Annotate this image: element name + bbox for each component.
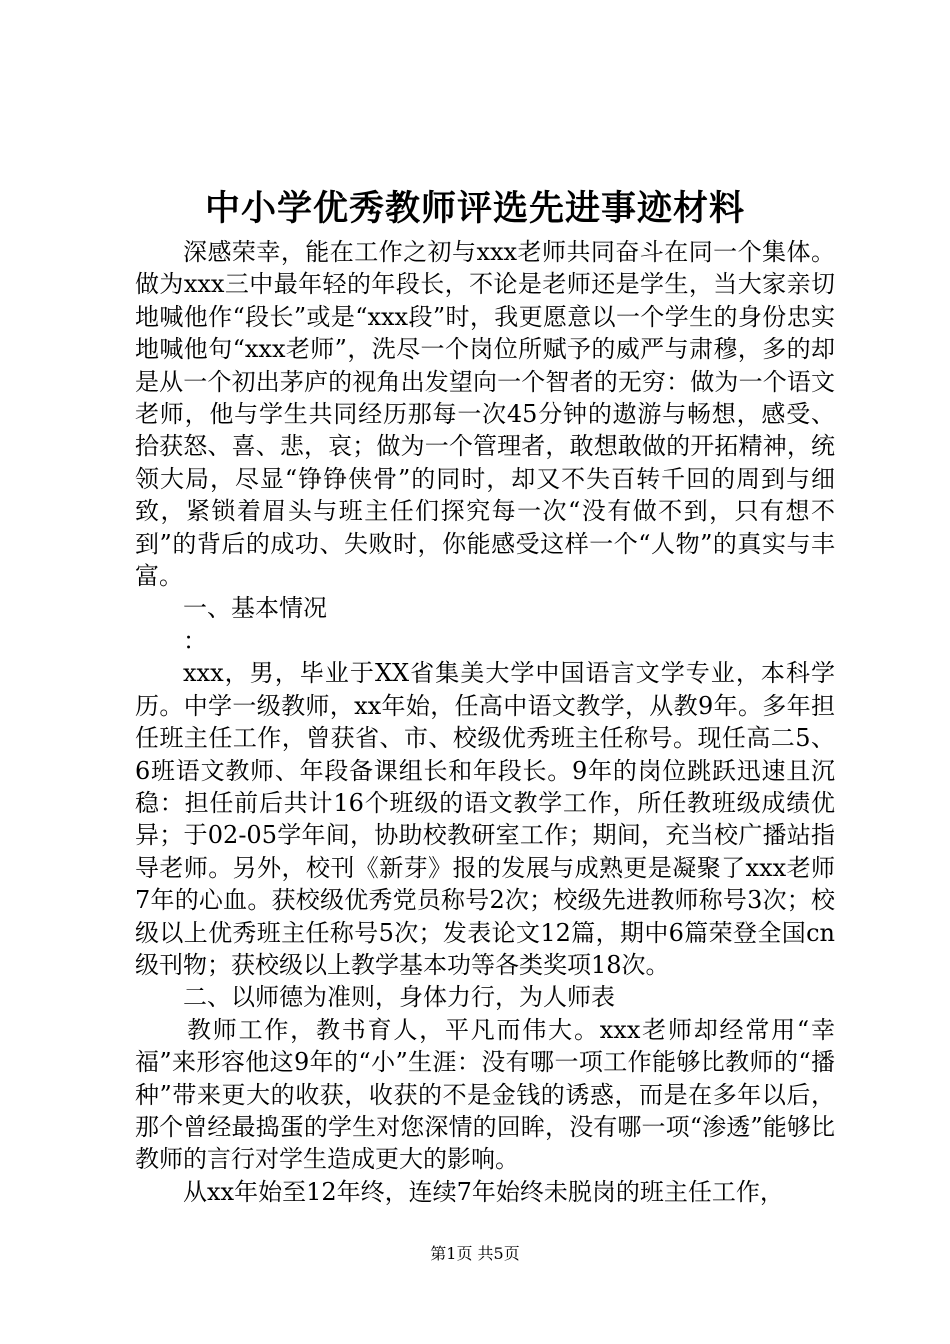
intro-paragraph: 深感荣幸，能在工作之初与xxx老师共同奋斗在同一个集体。做为xxx三中最年轻的年段长，不论是老师还是学生，当大家亲切地喊他作“段长”或是“xxx段”时，我更愿意以一个学生的身份忠实地喊他句“xxx老师”，洗尽一个岗位所赋予的威严与肃穆，多的却是从一个初出茅庐的视角出发望向一个智者的无穷：做为一个语文老师，他与学生共同经历那每一次45分钟的遨游与畅想，感受、拾获怒、喜、悲，哀；做为一个管理者，敢想敢做的开拓精神，统领大局，尽显“铮铮侠骨”的同时，却又不失百转千回的周到与细致，紧锁着眉头与班主任们探究每一次“没有做不到，只有想不到”的背后的成功、失败时，你能感受这样一个“人物”的真实与丰富。 — [135, 238, 835, 591]
document-title: 中小学优秀教师评选先进事迹材料 — [204, 188, 745, 229]
page-footer: 第1页 共5页 — [430, 1244, 520, 1263]
basic-info-paragraph: xxx，男，毕业于XX省集美大学中国语言文学专业，本科学历。中学一级教师，xx年始，任高中语文教学，从教9年。多年担任班主任工作，曾获省、市、校级优秀班主任称号。现任高二5、6班语文教师、年段备课组长和年段长。9年的岗位跳跃迅速且沉稳：担任前后共计16个班级的语文教学工作，所任教班级成绩优异；于02-05学年间，协助校教研室工作；期间，充当校广播站指导老师。另外，校刊《新芽》报的发展与成熟更是凝聚了xxx老师7年的心血。获校级优秀党员称号2次；校级先进教师称号3次；校级以上优秀班主任称号5次；发表论文12篇，期中6篇荣登全国cn级刊物；获校级以上教学基本功等各类奖项18次。 — [135, 659, 835, 979]
section-heading-ethics: 二、以师德为准则，身体力行，为人师表 — [183, 983, 615, 1012]
document-body — [135, 236, 835, 1208]
colon-line: ： — [183, 626, 207, 655]
ethics-paragraph: 教师工作，教书育人，平凡而伟大。xxx老师却经常用“幸福”来形容他这9年的“小”生涯：没有哪一项工作能够比教师的“播种”带来更大的收获，收获的不是金钱的诱惑，而是在多年以后，那个曾经最捣蛋的学生对您深情的回眸，没有哪一项“渗透”能够比教师的言行对学生造成更大的影响。 — [135, 1015, 835, 1174]
continuation-paragraph: 从xx年始至12年终，连续7年始终未脱岗的班主任工作， — [183, 1177, 784, 1206]
section-heading-basic-info: 一、基本情况 — [183, 594, 327, 623]
